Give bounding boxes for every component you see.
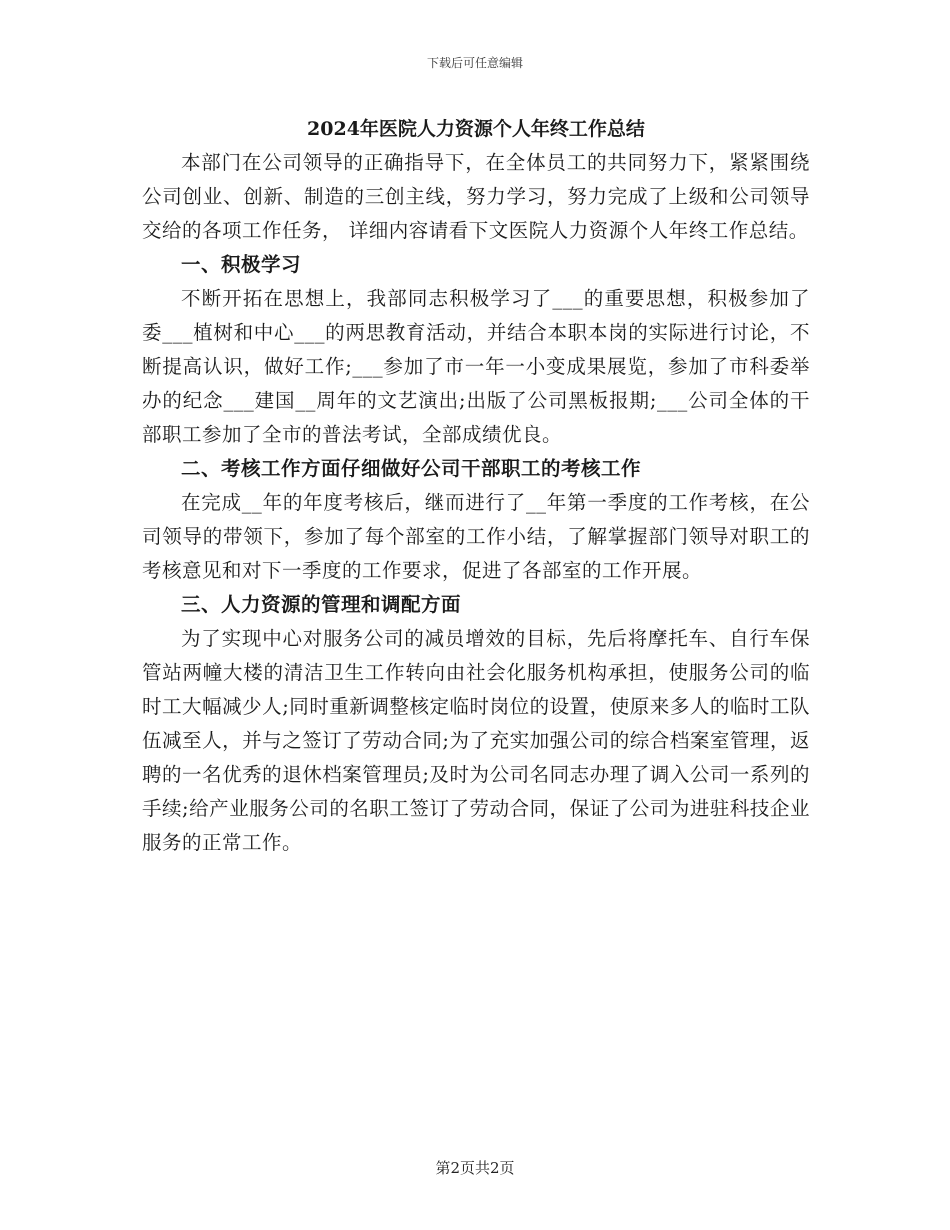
page-number: 第2页共2页 <box>435 1159 515 1177</box>
intro-paragraph: 本部门在公司领导的正确指导下，在全体员工的共同努力下，紧紧围绕公司创业、创新、制造的三创主线，努力学习，努力完成了上级和公司领导交给的各项工作任务， 详细内容请看下文医院人力资源个人年终工作总结。 <box>142 151 810 242</box>
section-heading-2: 二、考核工作方面仔细做好公司干部职工的考核工作 <box>181 457 642 480</box>
section-paragraph-2: 在完成__年的年度考核后，继而进行了__年第一季度的工作考核，在公司领导的带领下，参加了每个部室的工作小结，了解掌握部门领导对职工的考核意见和对下一季度的工作要求，促进了各部室的工作开展。 <box>142 491 810 582</box>
document-title: 2024年医院人力资源个人年终工作总结 <box>307 118 645 140</box>
section-paragraph-1: 不断开拓在思想上，我部同志积极学习了___的重要思想，积极参加了委___植树和中心___的两思教育活动，并结合本职本岗的实际进行讨论，不断提高认识，做好工作;___参加了市一年一小变成果展览，参加了市科委举办的纪念___建国__周年的文艺演出;出版了公司黑板报期;___公司全体的干部职工参加了全市的普法考试，全部成绩优良。 <box>142 287 810 446</box>
header-note: 下载后可任意编辑 <box>426 56 523 70</box>
document-body <box>142 112 810 860</box>
section-heading-1: 一、积极学习 <box>181 253 302 276</box>
section-paragraph-3: 为了实现中心对服务公司的减员增效的目标，先后将摩托车、自行车保管站两幢大楼的清洁卫生工作转向由社会化服务机构承担，使服务公司的临时工大幅减少人;同时重新调整核定临时岗位的设置，使原来多人的临时工队伍减至人，并与之签订了劳动合同;为了充实加强公司的综合档案室管理，返聘的一名优秀的退休档案管理员;及时为公司名同志办理了调入公司一系列的手续;给产业服务公司的名职工签订了劳动合同，保证了公司为进驻科技企业服务的正常工作。 <box>142 627 810 854</box>
section-heading-3: 三、人力资源的管理和调配方面 <box>181 593 462 616</box>
